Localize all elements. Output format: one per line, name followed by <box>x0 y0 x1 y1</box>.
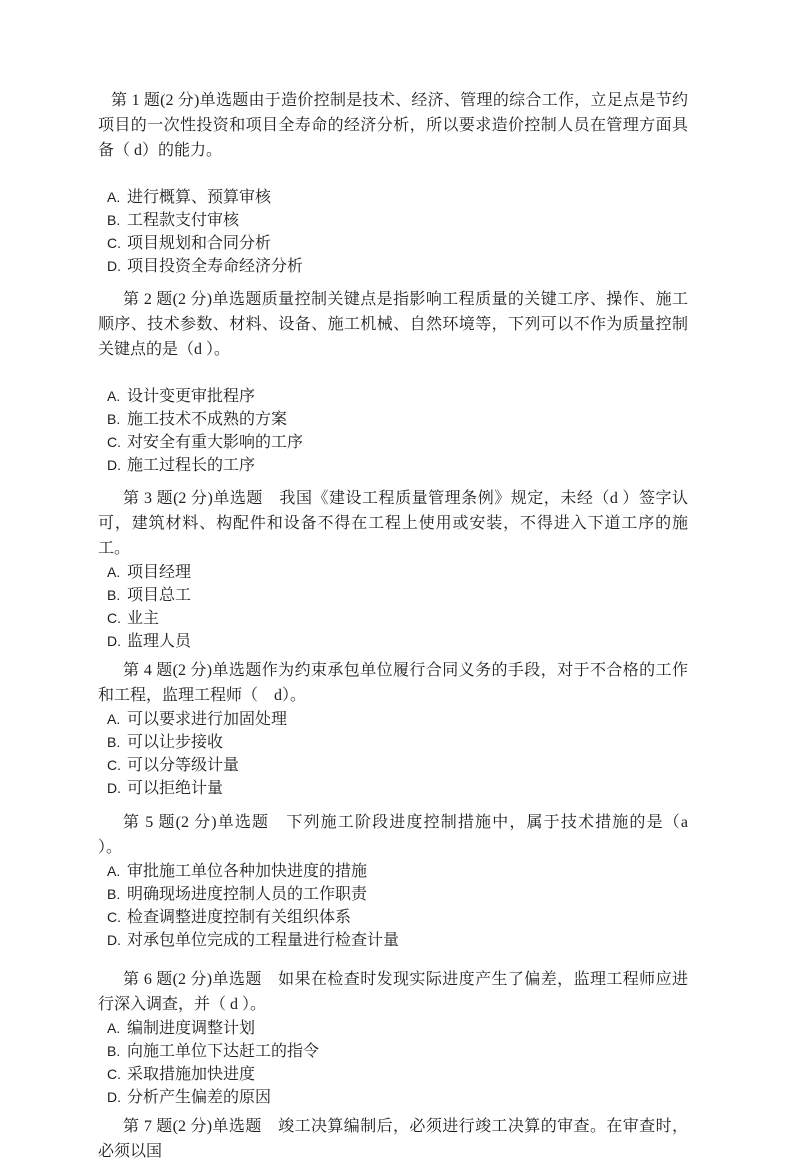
question-block <box>98 810 705 952</box>
option-item <box>107 1086 688 1109</box>
option-item <box>107 255 688 278</box>
option-letter: C. <box>107 434 121 450</box>
option-letter: A. <box>107 189 121 205</box>
option-text: 可以让步接收 <box>127 734 224 751</box>
option-item <box>107 630 688 653</box>
option-text: 明确现场进度控制人员的工作职责 <box>127 886 368 903</box>
option-text: 编制进度调整计划 <box>127 1020 256 1037</box>
option-text: 项目总工 <box>127 587 192 604</box>
question-block <box>98 486 688 653</box>
option-text: 进行概算、预算审核 <box>127 189 272 206</box>
option-item <box>107 584 688 607</box>
option-item <box>107 1017 688 1040</box>
option-letter: D. <box>107 633 121 649</box>
option-text: 检查调整进度控制有关组织体系 <box>127 909 352 926</box>
question-stem: 第 7 题(2 分)单选题 竣工决算编制后，必须进行竣工决算的审查。在审查时，必须以国 <box>98 1118 688 1160</box>
option-item <box>107 232 688 255</box>
option-item <box>107 777 688 800</box>
option-letter: C. <box>107 1066 121 1082</box>
option-text: 项目投资全寿命经济分析 <box>127 258 304 275</box>
option-item <box>107 906 688 929</box>
option-text: 可以拒绝计量 <box>127 780 224 797</box>
option-item <box>107 860 688 883</box>
option-letter: A. <box>107 711 121 727</box>
question-block <box>98 88 688 278</box>
options-list <box>98 860 688 952</box>
options-list <box>98 708 688 800</box>
options-list <box>98 385 688 477</box>
option-letter: B. <box>107 734 121 750</box>
option-item <box>107 431 688 454</box>
option-letter: A. <box>107 388 121 404</box>
option-item <box>107 385 688 408</box>
option-item <box>107 1040 688 1063</box>
question-block <box>98 1114 688 1164</box>
option-text: 审批施工单位各种加快进度的措施 <box>127 863 368 880</box>
option-text: 施工过程长的工序 <box>127 457 256 474</box>
option-letter: C. <box>107 757 121 773</box>
question-stem: 第 3 题(2 分)单选题 我国《建设工程质量管理条例》规定，未经（d ）签字认可，建筑材料、构配件和设备不得在工程上使用或安装，不得进入下道工序的施工。 <box>98 490 688 557</box>
options-list <box>98 1017 688 1109</box>
option-letter: D. <box>107 932 121 948</box>
option-text: 监理人员 <box>127 633 192 650</box>
options-list <box>98 561 688 653</box>
option-item <box>107 186 688 209</box>
option-text: 可以分等级计量 <box>127 757 240 774</box>
option-letter: B. <box>107 886 121 902</box>
option-text: 施工技术不成熟的方案 <box>127 411 288 428</box>
option-letter: C. <box>107 235 121 251</box>
option-text: 可以要求进行加固处理 <box>127 711 288 728</box>
question-block <box>98 658 688 800</box>
option-item <box>107 454 688 477</box>
option-text: 工程款支付审核 <box>127 212 240 229</box>
option-text: 业主 <box>127 610 160 627</box>
option-item <box>107 607 688 630</box>
option-text: 对安全有重大影响的工序 <box>127 434 304 451</box>
question-block <box>98 287 688 477</box>
option-item <box>107 708 688 731</box>
option-letter: D. <box>107 1089 121 1105</box>
option-letter: A. <box>107 1020 121 1036</box>
option-item <box>107 561 688 584</box>
option-text: 采取措施加快进度 <box>127 1066 256 1083</box>
option-letter: A. <box>107 863 121 879</box>
option-letter: B. <box>107 1043 121 1059</box>
option-letter: C. <box>107 610 121 626</box>
option-letter: D. <box>107 457 121 473</box>
question-stem: 第 1 题(2 分)单选题由于造价控制是技术、经济、管理的综合工作，立足点是节约项目的一次性投资和项目全寿命的经济分析，所以要求造价控制人员在管理方面具备（ d）的能力。 <box>98 92 688 159</box>
option-text: 项目经理 <box>127 564 192 581</box>
option-letter: D. <box>107 258 121 274</box>
question-stem: 第 4 题(2 分)单选题作为约束承包单位履行合同义务的手段，对于不合格的工作和工程，监理工程师（ d）。 <box>98 662 688 704</box>
option-letter: B. <box>107 411 121 427</box>
question-stem: 第 5 题(2 分)单选题 下列施工阶段进度控制措施中，属于技术措施的是（a ）。 <box>98 814 705 856</box>
option-item <box>107 408 688 431</box>
option-item <box>107 883 688 906</box>
question-stem: 第 6 题(2 分)单选题 如果在检查时发现实际进度产生了偏差，监理工程师应进行深入调查，并（ d ）。 <box>98 971 688 1013</box>
option-text: 设计变更审批程序 <box>127 388 256 405</box>
option-item <box>107 731 688 754</box>
option-letter: C. <box>107 909 121 925</box>
question-block <box>98 967 688 1109</box>
option-text: 项目规划和合同分析 <box>127 235 272 252</box>
options-list <box>98 186 688 278</box>
option-letter: A. <box>107 564 121 580</box>
option-text: 分析产生偏差的原因 <box>127 1089 272 1106</box>
option-item <box>107 754 688 777</box>
option-text: 向施工单位下达赶工的指令 <box>127 1043 320 1060</box>
option-item <box>107 929 688 952</box>
question-stem: 第 2 题(2 分)单选题质量控制关键点是指影响工程质量的关键工序、操作、施工顺序、技术参数、材料、设备、施工机械、自然环境等，下列可以不作为质量控制关键点的是（d ）。 <box>98 291 688 358</box>
option-letter: B. <box>107 587 121 603</box>
option-letter: D. <box>107 780 121 796</box>
option-letter: B. <box>107 212 121 228</box>
option-item <box>107 209 688 232</box>
exam-questions-container <box>98 88 705 1164</box>
option-text: 对承包单位完成的工程量进行检查计量 <box>127 932 400 949</box>
option-item <box>107 1063 688 1086</box>
